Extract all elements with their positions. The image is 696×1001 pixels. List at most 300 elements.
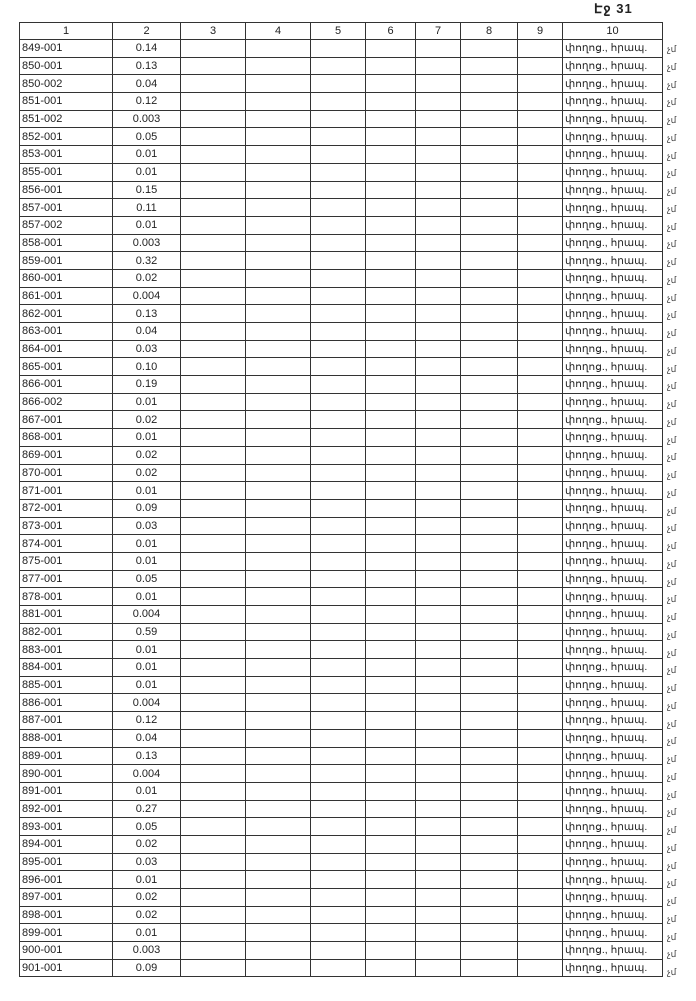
- side-mark: չմ: [667, 399, 677, 409]
- empty-cell: [518, 393, 563, 411]
- area-value: 0.10: [113, 358, 181, 376]
- empty-cell: [246, 747, 311, 765]
- empty-cell: [246, 234, 311, 252]
- address-type: փողոց., հրապ.: [563, 765, 663, 783]
- empty-cell: [366, 659, 416, 677]
- empty-cell: [246, 340, 311, 358]
- area-value: 0.04: [113, 323, 181, 341]
- address-type: փողոց., հրապ.: [563, 552, 663, 570]
- area-value: 0.27: [113, 800, 181, 818]
- empty-cell: [461, 234, 518, 252]
- column-header-2: 2: [113, 23, 181, 40]
- side-mark: չմ: [667, 896, 677, 906]
- table-row: [20, 729, 663, 747]
- table-row: [20, 659, 663, 677]
- empty-cell: [416, 57, 461, 75]
- address-type: փողոց., հրապ.: [563, 712, 663, 730]
- empty-cell: [416, 429, 461, 447]
- empty-cell: [518, 588, 563, 606]
- empty-cell: [366, 376, 416, 394]
- empty-cell: [366, 818, 416, 836]
- empty-cell: [518, 623, 563, 641]
- side-mark: չմ: [667, 345, 677, 356]
- empty-cell: [518, 216, 563, 234]
- empty-cell: [181, 535, 246, 553]
- side-mark: չմ: [667, 186, 677, 196]
- empty-cell: [311, 659, 366, 677]
- address-type: փողոց., հրապ.: [563, 499, 663, 517]
- empty-cell: [461, 57, 518, 75]
- empty-cell: [311, 517, 366, 535]
- side-mark: չմ: [667, 416, 677, 427]
- parcel-code: 867-001: [20, 411, 113, 429]
- table-row: [20, 93, 663, 111]
- empty-cell: [181, 358, 246, 376]
- empty-cell: [311, 712, 366, 730]
- empty-cell: [246, 906, 311, 924]
- parcel-code: 892-001: [20, 800, 113, 818]
- empty-cell: [518, 552, 563, 570]
- side-mark: չմ: [667, 612, 677, 622]
- empty-cell: [416, 782, 461, 800]
- area-value: 0.09: [113, 499, 181, 517]
- empty-cell: [181, 782, 246, 800]
- area-value: 0.01: [113, 641, 181, 659]
- empty-cell: [461, 411, 518, 429]
- empty-cell: [518, 606, 563, 624]
- empty-cell: [246, 376, 311, 394]
- empty-cell: [311, 482, 366, 500]
- side-mark: չմ: [667, 150, 677, 161]
- empty-cell: [246, 729, 311, 747]
- address-type: փողոց., հրապ.: [563, 517, 663, 535]
- parcel-code: 887-001: [20, 712, 113, 730]
- side-mark: չմ: [667, 505, 677, 516]
- empty-cell: [416, 535, 461, 553]
- empty-cell: [366, 393, 416, 411]
- empty-cell: [181, 429, 246, 447]
- empty-cell: [181, 835, 246, 853]
- address-type: փողոց., հրապ.: [563, 393, 663, 411]
- empty-cell: [416, 252, 461, 270]
- side-mark: չմ: [667, 97, 677, 108]
- area-value: 0.004: [113, 694, 181, 712]
- empty-cell: [416, 393, 461, 411]
- empty-cell: [311, 234, 366, 252]
- area-value: 0.01: [113, 146, 181, 164]
- empty-cell: [416, 818, 461, 836]
- empty-cell: [181, 853, 246, 871]
- address-type: փողոց., հրապ.: [563, 110, 663, 128]
- empty-cell: [461, 959, 518, 977]
- empty-cell: [518, 199, 563, 217]
- parcel-code: 855-001: [20, 163, 113, 181]
- empty-cell: [246, 942, 311, 960]
- address-type: փողոց., հրապ.: [563, 570, 663, 588]
- empty-cell: [181, 924, 246, 942]
- side-mark: չմ: [667, 789, 677, 800]
- side-mark: չմ: [667, 541, 677, 551]
- area-value: 0.01: [113, 216, 181, 234]
- address-type: փողոց., հրապ.: [563, 906, 663, 924]
- empty-cell: [461, 694, 518, 712]
- side-mark: չմ: [667, 257, 677, 267]
- page-number: Էջ 31: [594, 1, 633, 16]
- empty-cell: [518, 376, 563, 394]
- table-row: [20, 252, 663, 270]
- empty-cell: [416, 216, 461, 234]
- area-value: 0.04: [113, 75, 181, 93]
- side-mark: չմ: [667, 665, 677, 676]
- empty-cell: [311, 959, 366, 977]
- empty-cell: [181, 570, 246, 588]
- empty-cell: [416, 924, 461, 942]
- address-type: փողոց., հրապ.: [563, 464, 663, 482]
- empty-cell: [181, 606, 246, 624]
- area-value: 0.01: [113, 871, 181, 889]
- empty-cell: [311, 110, 366, 128]
- empty-cell: [416, 499, 461, 517]
- empty-cell: [181, 765, 246, 783]
- empty-cell: [461, 712, 518, 730]
- empty-cell: [311, 641, 366, 659]
- empty-cell: [416, 340, 461, 358]
- empty-cell: [366, 588, 416, 606]
- parcel-code: 851-001: [20, 93, 113, 111]
- empty-cell: [311, 535, 366, 553]
- parcel-code: 852-001: [20, 128, 113, 146]
- empty-cell: [181, 252, 246, 270]
- empty-cell: [461, 305, 518, 323]
- address-type: փողոց., հրապ.: [563, 57, 663, 75]
- area-value: 0.02: [113, 889, 181, 907]
- empty-cell: [181, 323, 246, 341]
- empty-cell: [181, 659, 246, 677]
- side-mark: չմ: [667, 629, 677, 640]
- table-row: [20, 800, 663, 818]
- address-type: փողոց., հրապ.: [563, 93, 663, 111]
- address-type: փողոց., հրապ.: [563, 818, 663, 836]
- table-row: [20, 305, 663, 323]
- empty-cell: [246, 606, 311, 624]
- empty-cell: [181, 623, 246, 641]
- empty-cell: [416, 959, 461, 977]
- empty-cell: [416, 606, 461, 624]
- area-value: 0.02: [113, 906, 181, 924]
- table-row: [20, 835, 663, 853]
- empty-cell: [366, 747, 416, 765]
- empty-cell: [311, 818, 366, 836]
- table-row: [20, 358, 663, 376]
- empty-cell: [246, 871, 311, 889]
- empty-cell: [416, 694, 461, 712]
- empty-cell: [518, 694, 563, 712]
- table-row: [20, 128, 663, 146]
- empty-cell: [416, 712, 461, 730]
- empty-cell: [366, 110, 416, 128]
- empty-cell: [246, 199, 311, 217]
- table-row: [20, 959, 663, 977]
- empty-cell: [366, 570, 416, 588]
- area-value: 0.003: [113, 234, 181, 252]
- empty-cell: [311, 269, 366, 287]
- empty-cell: [311, 305, 366, 323]
- empty-cell: [181, 181, 246, 199]
- empty-cell: [518, 959, 563, 977]
- side-mark: չմ: [667, 913, 677, 924]
- empty-cell: [246, 181, 311, 199]
- empty-cell: [518, 163, 563, 181]
- empty-cell: [366, 606, 416, 624]
- table-row: [20, 75, 663, 93]
- empty-cell: [416, 234, 461, 252]
- side-mark: չմ: [667, 292, 677, 303]
- area-value: 0.05: [113, 818, 181, 836]
- empty-cell: [311, 729, 366, 747]
- empty-cell: [518, 75, 563, 93]
- parcel-code: 881-001: [20, 606, 113, 624]
- empty-cell: [518, 482, 563, 500]
- area-value: 0.09: [113, 959, 181, 977]
- empty-cell: [518, 181, 563, 199]
- side-mark: չմ: [667, 860, 677, 871]
- empty-cell: [246, 570, 311, 588]
- side-mark: չմ: [667, 470, 677, 480]
- empty-cell: [416, 110, 461, 128]
- empty-cell: [246, 535, 311, 553]
- empty-cell: [181, 40, 246, 58]
- table-row: [20, 818, 663, 836]
- area-value: 0.19: [113, 376, 181, 394]
- empty-cell: [461, 252, 518, 270]
- table-row: [20, 146, 663, 164]
- empty-cell: [311, 924, 366, 942]
- parcel-code: 891-001: [20, 782, 113, 800]
- empty-cell: [181, 234, 246, 252]
- table-row: [20, 393, 663, 411]
- empty-cell: [181, 871, 246, 889]
- empty-cell: [181, 517, 246, 535]
- empty-cell: [461, 446, 518, 464]
- empty-cell: [366, 287, 416, 305]
- empty-cell: [311, 676, 366, 694]
- address-type: փողոց., հրապ.: [563, 623, 663, 641]
- empty-cell: [181, 889, 246, 907]
- parcel-code: 877-001: [20, 570, 113, 588]
- empty-cell: [246, 676, 311, 694]
- empty-cell: [518, 287, 563, 305]
- empty-cell: [518, 323, 563, 341]
- empty-cell: [311, 747, 366, 765]
- area-value: 0.01: [113, 429, 181, 447]
- empty-cell: [518, 269, 563, 287]
- empty-cell: [311, 252, 366, 270]
- table-row: [20, 747, 663, 765]
- empty-cell: [181, 269, 246, 287]
- empty-cell: [518, 942, 563, 960]
- area-value: 0.01: [113, 924, 181, 942]
- address-type: փողոց., հրապ.: [563, 729, 663, 747]
- empty-cell: [311, 57, 366, 75]
- empty-cell: [246, 216, 311, 234]
- empty-cell: [416, 747, 461, 765]
- empty-cell: [461, 482, 518, 500]
- side-mark: չմ: [667, 647, 677, 658]
- area-value: 0.02: [113, 835, 181, 853]
- empty-cell: [461, 535, 518, 553]
- address-type: փողոց., հրապ.: [563, 234, 663, 252]
- empty-cell: [246, 358, 311, 376]
- empty-cell: [246, 146, 311, 164]
- empty-cell: [181, 393, 246, 411]
- empty-cell: [518, 729, 563, 747]
- empty-cell: [246, 924, 311, 942]
- empty-cell: [246, 552, 311, 570]
- parcel-code: 869-001: [20, 446, 113, 464]
- empty-cell: [311, 853, 366, 871]
- empty-cell: [311, 588, 366, 606]
- area-value: 0.02: [113, 464, 181, 482]
- area-value: 0.02: [113, 446, 181, 464]
- area-value: 0.15: [113, 181, 181, 199]
- address-type: փողոց., հրապ.: [563, 853, 663, 871]
- empty-cell: [461, 358, 518, 376]
- side-mark: չմ: [667, 79, 677, 90]
- empty-cell: [311, 429, 366, 447]
- parcel-code: 857-002: [20, 216, 113, 234]
- table-row: [20, 216, 663, 234]
- side-mark: չմ: [667, 771, 677, 782]
- empty-cell: [181, 411, 246, 429]
- address-type: փողոց., հրապ.: [563, 676, 663, 694]
- empty-cell: [518, 659, 563, 677]
- empty-cell: [461, 570, 518, 588]
- empty-cell: [461, 393, 518, 411]
- address-type: փողոց., հրապ.: [563, 747, 663, 765]
- address-type: փողոց., հրապ.: [563, 252, 663, 270]
- address-type: փողոց., հրապ.: [563, 924, 663, 942]
- address-type: փողոց., հրապ.: [563, 694, 663, 712]
- table-row: [20, 234, 663, 252]
- empty-cell: [518, 747, 563, 765]
- empty-cell: [518, 429, 563, 447]
- empty-cell: [311, 552, 366, 570]
- empty-cell: [366, 641, 416, 659]
- empty-cell: [366, 305, 416, 323]
- address-type: փողոց., հրապ.: [563, 287, 663, 305]
- address-type: փողոց., հրապ.: [563, 800, 663, 818]
- address-type: փողոց., հրապ.: [563, 641, 663, 659]
- empty-cell: [366, 942, 416, 960]
- empty-cell: [181, 199, 246, 217]
- parcel-code: 878-001: [20, 588, 113, 606]
- area-value: 0.03: [113, 517, 181, 535]
- table-row: [20, 942, 663, 960]
- table-row: [20, 411, 663, 429]
- empty-cell: [416, 906, 461, 924]
- empty-cell: [416, 269, 461, 287]
- side-mark: չմ: [667, 221, 677, 232]
- side-mark: չմ: [667, 328, 677, 338]
- empty-cell: [311, 800, 366, 818]
- area-value: 0.003: [113, 942, 181, 960]
- parcel-code: 901-001: [20, 959, 113, 977]
- empty-cell: [416, 323, 461, 341]
- empty-cell: [311, 75, 366, 93]
- empty-cell: [366, 75, 416, 93]
- table-row: [20, 287, 663, 305]
- empty-cell: [181, 216, 246, 234]
- empty-cell: [246, 853, 311, 871]
- side-mark: չմ: [667, 434, 677, 445]
- empty-cell: [181, 128, 246, 146]
- empty-cell: [416, 40, 461, 58]
- side-mark: չմ: [667, 523, 677, 534]
- table-row: [20, 464, 663, 482]
- empty-cell: [181, 57, 246, 75]
- parcel-code: 900-001: [20, 942, 113, 960]
- side-mark: չմ: [667, 363, 677, 374]
- empty-cell: [366, 269, 416, 287]
- empty-cell: [181, 446, 246, 464]
- empty-cell: [181, 499, 246, 517]
- area-value: 0.12: [113, 93, 181, 111]
- address-type: փողոց., հրապ.: [563, 340, 663, 358]
- empty-cell: [246, 659, 311, 677]
- area-value: 0.01: [113, 782, 181, 800]
- empty-cell: [461, 818, 518, 836]
- side-mark: չմ: [667, 825, 677, 835]
- empty-cell: [416, 570, 461, 588]
- empty-cell: [461, 40, 518, 58]
- parcel-code: 871-001: [20, 482, 113, 500]
- table-row: [20, 429, 663, 447]
- empty-cell: [416, 146, 461, 164]
- address-type: փողոց., հրապ.: [563, 376, 663, 394]
- empty-cell: [416, 588, 461, 606]
- empty-cell: [246, 40, 311, 58]
- parcel-code: 872-001: [20, 499, 113, 517]
- empty-cell: [461, 606, 518, 624]
- parcel-code: 862-001: [20, 305, 113, 323]
- parcel-code: 849-001: [20, 40, 113, 58]
- side-mark: չմ: [667, 452, 677, 463]
- side-mark: չմ: [667, 576, 677, 587]
- table-row: [20, 765, 663, 783]
- parcel-code: 850-002: [20, 75, 113, 93]
- empty-cell: [311, 340, 366, 358]
- empty-cell: [181, 712, 246, 730]
- area-value: 0.004: [113, 287, 181, 305]
- area-value: 0.01: [113, 393, 181, 411]
- empty-cell: [181, 482, 246, 500]
- area-value: 0.03: [113, 853, 181, 871]
- empty-cell: [246, 517, 311, 535]
- empty-cell: [518, 676, 563, 694]
- parcel-code: 890-001: [20, 765, 113, 783]
- empty-cell: [246, 128, 311, 146]
- parcel-code: 885-001: [20, 676, 113, 694]
- table-row: [20, 269, 663, 287]
- area-value: 0.05: [113, 570, 181, 588]
- column-header-10: 10: [563, 23, 663, 40]
- address-type: փողոց., հրապ.: [563, 588, 663, 606]
- table-row: [20, 517, 663, 535]
- empty-cell: [518, 146, 563, 164]
- empty-cell: [416, 163, 461, 181]
- empty-cell: [518, 464, 563, 482]
- table-row: [20, 552, 663, 570]
